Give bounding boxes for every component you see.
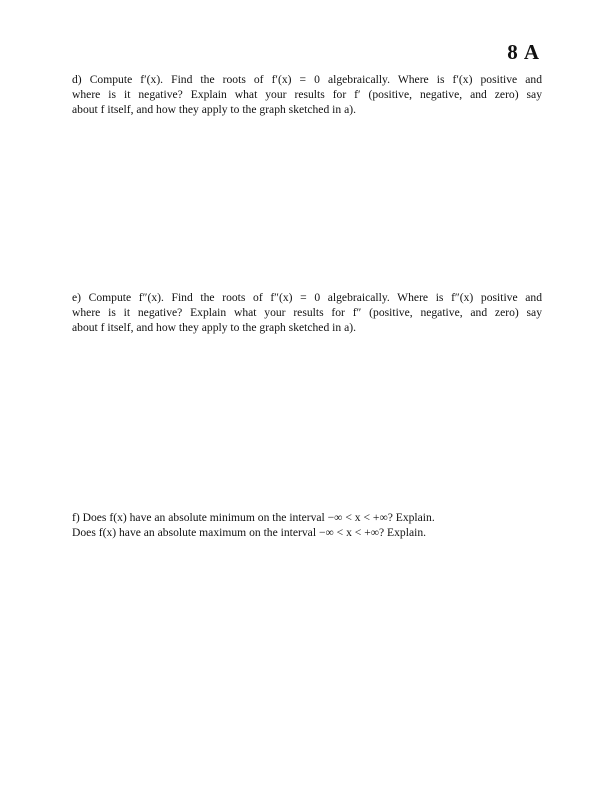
problem-d-line-3: about f itself, and how they apply to the graph sketched in a).	[72, 103, 356, 117]
problem-e-line-1: e) Compute f″(x). Find the roots of f″(x) = 0 algebraically. Where is f″(x) positive and	[72, 291, 542, 304]
problem-f-line-2: Does f(x) have an absolute maximum on the interval −∞ < x < +∞? Explain.	[72, 526, 427, 540]
page-number: 8 A	[507, 40, 540, 64]
problem-d-line-1: d) Compute f′(x). Find the roots of f′(x) = 0 algebraically. Where is f′(x) positive and	[72, 73, 542, 86]
problem-e	[72, 290, 542, 336]
problem-e-line-2: where is it negative? Explain what your results for f″ (positive, negative, and zero) say	[72, 306, 542, 320]
problem-f-line-1: f) Does f(x) have an absolute minimum on the interval −∞ < x < +∞? Explain.	[72, 511, 435, 524]
problem-d-line-2: where is it negative? Explain what your results for f′ (positive, negative, and zero) say	[72, 88, 542, 102]
problem-d	[72, 72, 542, 118]
problem-f	[72, 510, 542, 540]
problem-e-line-3: about f itself, and how they apply to the graph sketched in a).	[72, 321, 356, 335]
